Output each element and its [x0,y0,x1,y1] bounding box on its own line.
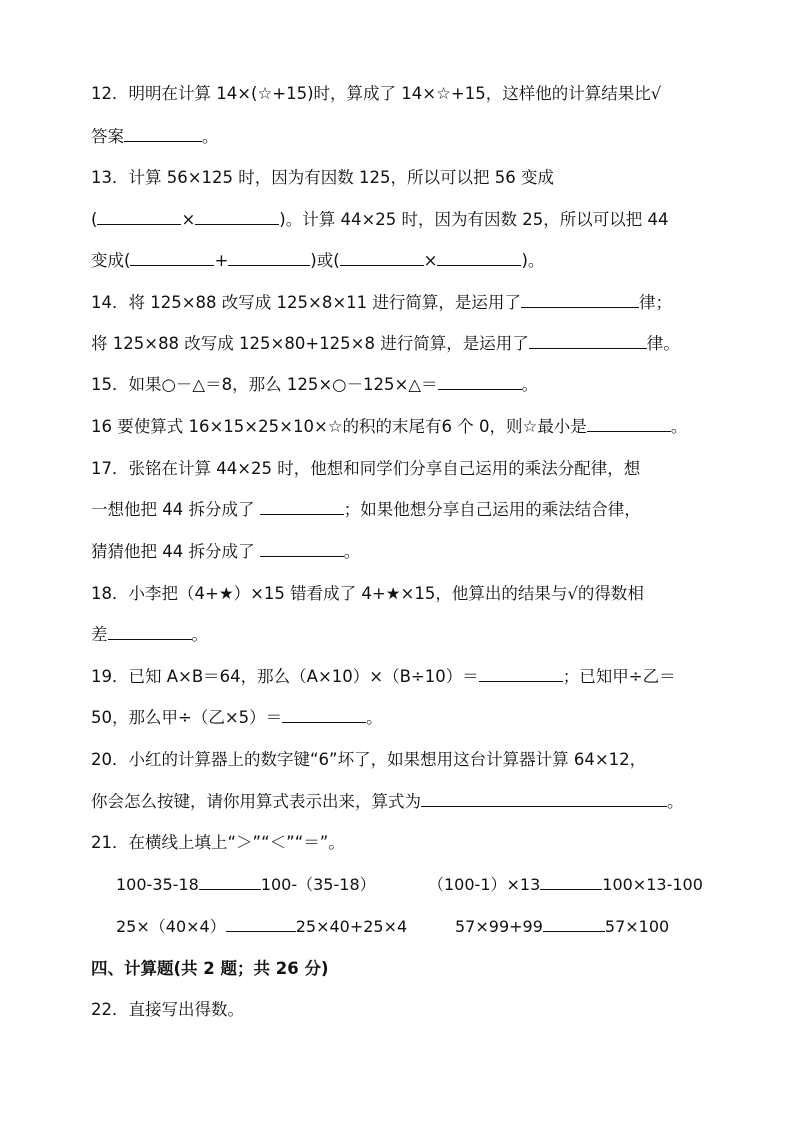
q15-end: 。 [521,375,539,394]
question-17-line-1: 17．张铭在计算 44×25 时，他想和同学们分享自己运用的乘法分配律，想 [91,459,641,478]
answer-blank-q13-4[interactable] [228,249,310,266]
q16-text: 16 要使算式 16×15×25×10×☆的积的末尾有6 个 0，则☆最小是 [91,417,587,436]
q19-end: 。 [366,708,383,727]
answer-blank-q18[interactable] [108,623,192,640]
q17-text-3-end: 。 [343,542,361,561]
q15-text: 15．如果○－△＝8，那么 125×○－125×△＝ [91,375,438,394]
question-20-line-2 [91,790,714,814]
q16-end: 。 [670,417,688,436]
q13-plus: + [214,251,229,270]
question-18-line-2 [91,623,714,647]
q17-text-2: 一想他把 44 拆分成了 [91,500,260,519]
q12-prefix: 答案 [91,127,124,146]
compare-2-right: 100×13-100 [602,875,703,894]
q17-text-3: 猜猜他把 44 拆分成了 [91,542,260,561]
compare-3-right: 25×40+25×4 [295,917,408,936]
q14-law-2: 律。 [646,334,680,353]
question-19-line-2 [91,706,714,730]
compare-1-left: 100-35-18 [116,875,199,894]
question-18-line-1: 18．小李把（4+★）×15 错看成了 4+★×15，他算出的结果与√的得数相 [91,584,644,603]
compare-item-2 [428,873,703,897]
answer-blank-q13-5[interactable] [340,249,424,266]
answer-blank-q19-2[interactable] [282,706,366,723]
q18-text: 差 [91,625,108,644]
question-13-line-3 [91,249,714,273]
answer-blank-q14-1[interactable] [521,291,639,308]
q13-close: )。 [521,251,545,270]
compare-item-1 [116,873,376,897]
answer-blank-q13-3[interactable] [130,249,214,266]
section-4-heading: 四、计算题(共 2 题；共 26 分) [91,959,329,978]
compare-blank-3[interactable] [226,915,296,932]
q18-end: 。 [191,625,208,644]
q20-end: 。 [667,792,684,811]
compare-1-right: 100-（35-18） [260,875,376,894]
q19-text-1: 19．已知 A×B＝64，那么（A×10）×（B÷10）＝ [91,667,479,686]
compare-item-4 [455,915,669,939]
answer-blank-q13-1[interactable] [97,208,181,225]
q14-text-1: 14．将 125×88 改写成 125×8×11 进行简算，是运用了 [91,293,521,312]
answer-blank-q17-2[interactable] [260,540,344,557]
answer-blank-q14-2[interactable] [529,332,647,349]
question-20-line-1: 20．小红的计算器上的数字键“6”坏了，如果想用这台计算器计算 64×12， [91,750,647,769]
q19-text-2: 50，那么甲÷（乙×5）＝ [91,708,283,727]
question-13-line-1: 13．计算 56×125 时，因为有因数 125，所以可以把 56 变成 [91,168,555,187]
compare-4-right: 57×100 [604,917,670,936]
question-17-line-3 [91,540,714,564]
q13-times-2: × [423,251,438,270]
compare-blank-2[interactable] [540,873,602,890]
q13-times: × [181,210,196,229]
compare-4-left: 57×99+99 [455,917,543,936]
question-17-line-2 [91,498,714,522]
answer-blank-q17-1[interactable] [260,498,344,515]
question-13-line-2 [91,208,714,232]
answer-blank-q20[interactable] [421,790,667,807]
q20-text: 你会怎么按键，请你用算式表示出来，算式为 [91,792,421,811]
answer-blank-q12[interactable] [124,125,202,142]
question-14-line-1 [91,291,714,315]
question-21-title: 21．在横线上填上“＞”“＜”“＝”。 [91,833,345,852]
answer-blank-q16[interactable] [587,415,671,432]
q19-text-1-end: ；已知甲÷乙＝ [562,667,676,686]
question-16 [91,415,714,439]
question-15 [91,373,714,397]
q13-open-paren: ( [91,210,98,229]
q13-or: )或( [310,251,340,270]
compare-blank-1[interactable] [199,873,261,890]
answer-blank-q15[interactable] [438,373,522,390]
q12-suffix: 。 [202,127,219,146]
q17-text-2-end: ；如果他想分享自己运用的乘法结合律， [343,500,641,519]
answer-blank-q13-2[interactable] [195,208,279,225]
compare-2-left: （100-1）×13 [428,875,541,894]
question-12-line-1: 12．明明在计算 14×(☆+15)时，算成了 14×☆+15，这样他的计算结果比√ [91,84,662,103]
compare-item-3 [116,915,407,939]
q13-change-to: 变成( [91,251,131,270]
q13-middle-text: )。计算 44×25 时，因为有因数 25，所以可以把 44 [279,210,669,229]
answer-blank-q19-1[interactable] [479,665,563,682]
answer-blank-q13-6[interactable] [437,249,521,266]
question-19-line-1 [91,665,714,689]
question-22: 22．直接写出得数。 [91,1000,244,1019]
q14-law-1: 律； [638,293,672,312]
question-14-line-2 [91,332,714,356]
compare-blank-4[interactable] [543,915,605,932]
compare-3-left: 25×（40×4） [116,917,226,936]
q14-text-2: 将 125×88 改写成 125×80+125×8 进行简算，是运用了 [91,334,529,353]
question-12-line-2 [91,125,714,149]
